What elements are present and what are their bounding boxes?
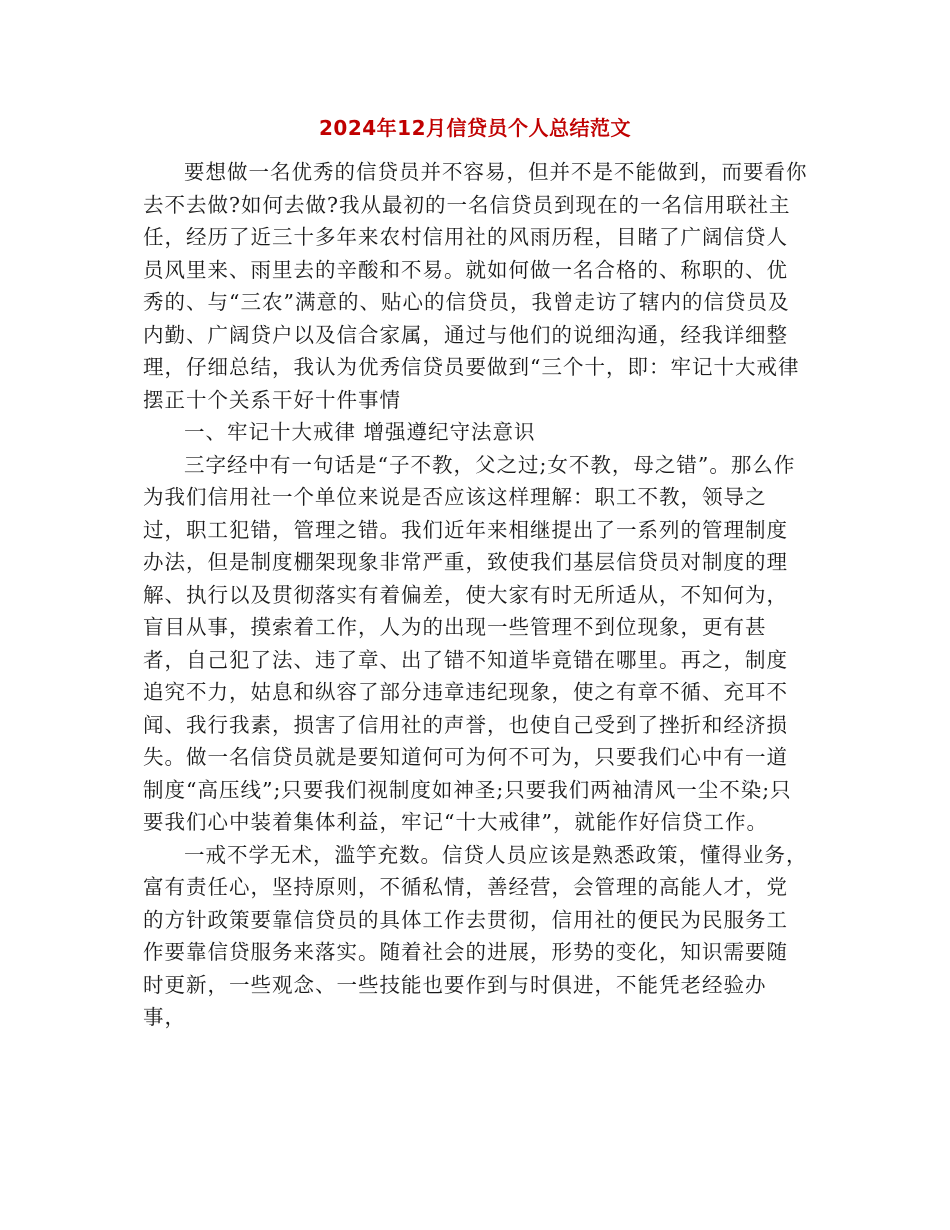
document-body bbox=[143, 156, 809, 1034]
body-paragraph: 一戒不学无术，滥竽充数。信贷人员应该是熟悉政策，懂得业务，富有责任心，坚持原则，不循私情，善经营，会管理的高能人才，党的方针政策要靠信贷员的具体工作去贯彻，信用社的便民为民服务工作要靠信贷服务来落实。随着社会的进展，形势的变化，知识需要随时更新，一些观念、一些技能也要作到与时俱进，不能凭老经验办事， bbox=[143, 842, 808, 1029]
section-heading: 一、牢记十大戒律 增强遵纪守法意识 bbox=[184, 420, 536, 444]
document-title: 2024年12月信贷员个人总结范文 bbox=[319, 116, 631, 140]
intro-paragraph: 要想做一名优秀的信贷员并不容易，但并不是不能做到，而要看你去不去做?如何去做?我从最初的一名信贷员到现在的一名信用联社主任，经历了近三十多年来农村信用社的风雨历程，目睹了广阔信贷人员风里来、雨里去的辛酸和不易。就如何做一名合格的、称职的、优秀的、与“三农”满意的、贴心的信贷员，我曾走访了辖内的信贷员及内勤、广阔贷户以及信合家属，通过与他们的说细沟通，经我详细整理，仔细总结，我认为优秀信贷员要做到“三个十，即：牢记十大戒律摆正十个关系干好十件事情 bbox=[143, 160, 808, 412]
body-paragraph: 三字经中有一句话是“子不教，父之过;女不教，母之错”。那么作为我们信用社一个单位来说是否应该这样理解：职工不教，领导之过，职工犯错，管理之错。我们近年来相继提出了一系列的管理制度办法，但是制度棚架现象非常严重，致使我们基层信贷员对制度的理解、执行以及贯彻落实有着偏差，使大家有时无所适从，不知何为，盲目从事，摸索着工作，人为的出现一些管理不到位现象，更有甚者，自己犯了法、违了章、出了错不知道毕竟错在哪里。再之，制度追究不力，姑息和纵容了部分违章违纪现象，使之有章不循、充耳不闻、我行我素，损害了信用社的声誉，也使自己受到了挫折和经济损失。做一名信贷员就是要知道何可为何不可为，只要我们心中有一道制度“高压线”;只要我们视制度如神圣;只要我们两袖清风一尘不染;只要我们心中装着集体利益，牢记“十大戒律”，就能作好信贷工作。 bbox=[143, 452, 796, 834]
